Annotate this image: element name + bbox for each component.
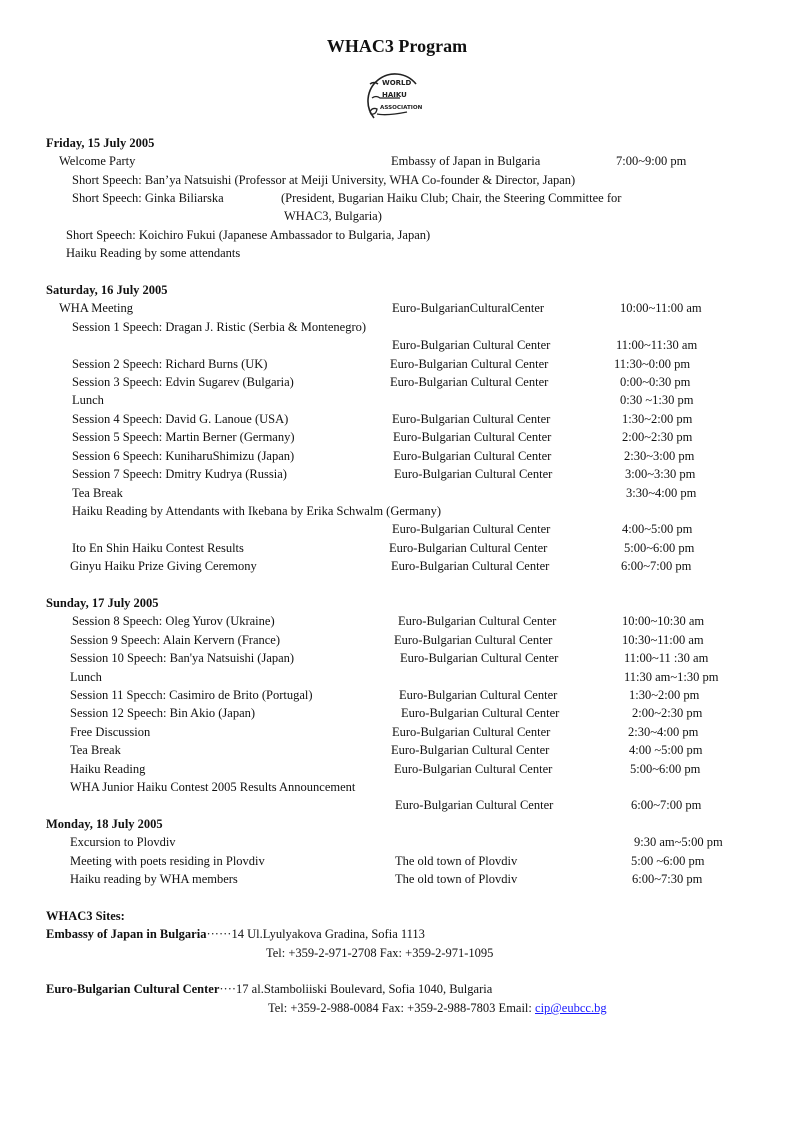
event-label: Session 10 Speech: Ban'ya Natsuishi (Japan) bbox=[70, 651, 295, 665]
event-place: Euro-Bulgarian Cultural Center bbox=[393, 449, 552, 463]
page-title: WHAC3 Program bbox=[326, 36, 468, 56]
event-label: WHA Meeting bbox=[59, 301, 133, 315]
site-name: Euro-Bulgarian Cultural Center bbox=[46, 982, 220, 996]
event-label: Ginyu Haiku Prize Giving Ceremony bbox=[70, 559, 257, 573]
event-time: 3:00~3:30 pm bbox=[625, 467, 696, 481]
day-heading-monday: Monday, 18 July 2005 bbox=[46, 817, 163, 831]
event-label: Haiku Reading by some attendants bbox=[66, 246, 241, 260]
event-place: Euro-Bulgarian Cultural Center bbox=[394, 633, 553, 647]
event-time: 2:00~2:30 pm bbox=[622, 430, 693, 444]
event-label: Session 3 Speech: Edvin Sugarev (Bulgaria) bbox=[72, 375, 294, 389]
event-label: Session 12 Speech: Bin Akio (Japan) bbox=[70, 706, 256, 720]
event-place: The old town of Plovdiv bbox=[395, 854, 518, 868]
event-label: Session 11 Specch: Casimiro de Brito (Portugal) bbox=[70, 688, 313, 702]
event-place: Euro-Bulgarian Cultural Center bbox=[391, 559, 550, 573]
site-center bbox=[46, 982, 492, 997]
event-label: Tea Break bbox=[70, 743, 121, 757]
event-place: Euro-Bulgarian Cultural Center bbox=[390, 357, 549, 371]
event-label: Session 8 Speech: Oleg Yurov (Ukraine) bbox=[72, 614, 275, 628]
site-name: Embassy of Japan in Bulgaria bbox=[46, 927, 207, 941]
event-place: Euro-Bulgarian Cultural Center bbox=[392, 338, 551, 352]
leader-dots: ···· bbox=[219, 982, 237, 996]
event-label: Session 6 Speech: KuniharuShimizu (Japan) bbox=[72, 449, 295, 463]
day-heading-friday: Friday, 15 July 2005 bbox=[46, 136, 155, 150]
day-heading-saturday: Saturday, 16 July 2005 bbox=[46, 283, 168, 297]
event-label: Session 4 Speech: David G. Lanoue (USA) bbox=[72, 412, 289, 426]
event-place: Euro-Bulgarian Cultural Center bbox=[401, 706, 560, 720]
event-place: Euro-Bulgarian Cultural Center bbox=[393, 430, 552, 444]
event-time: 6:00~7:00 pm bbox=[631, 798, 702, 812]
event-label: Free Discussion bbox=[70, 725, 151, 739]
event-time: 6:00~7:00 pm bbox=[621, 559, 692, 573]
event-label: Excursion to Plovdiv bbox=[70, 835, 176, 849]
event-label: Session 7 Speech: Dmitry Kudrya (Russia) bbox=[72, 467, 287, 481]
site-contact: Tel: +359-2-971-2708 Fax: +359-2-971-1095 bbox=[266, 946, 494, 960]
event-label: Haiku Reading bbox=[70, 762, 146, 776]
svg-text:ASSOCIATION: ASSOCIATION bbox=[380, 105, 423, 111]
event-label: Ito En Shin Haiku Contest Results bbox=[72, 541, 244, 555]
event-label: Session 9 Speech: Alain Kervern (France) bbox=[70, 633, 281, 647]
world-haiku-association-logo-icon bbox=[360, 68, 424, 126]
event-label: Session 5 Speech: Martin Berner (Germany) bbox=[72, 430, 295, 444]
event-place: Euro-Bulgarian Cultural Center bbox=[395, 798, 554, 812]
event-time: 1:30~2:00 pm bbox=[629, 688, 700, 702]
event-time: 10:00~11:00 am bbox=[620, 301, 702, 315]
sites-heading: WHAC3 Sites: bbox=[46, 909, 125, 923]
event-place: Euro-Bulgarian Cultural Center bbox=[389, 541, 548, 555]
event-time: 7:00~9:00 pm bbox=[616, 154, 687, 168]
event-detail: WHAC3, Bulgaria) bbox=[284, 209, 382, 223]
event-time: 5:00~6:00 pm bbox=[630, 762, 701, 776]
event-label: Session 2 Speech: Richard Burns (UK) bbox=[72, 357, 268, 371]
event-time: 2:30~4:00 pm bbox=[628, 725, 699, 739]
event-time: 11:00~11:30 am bbox=[616, 338, 698, 352]
event-time: 1:30~2:00 pm bbox=[622, 412, 693, 426]
event-time: 11:30~0:00 pm bbox=[614, 357, 691, 371]
day-heading-sunday: Sunday, 17 July 2005 bbox=[46, 596, 159, 610]
event-place: Euro-Bulgarian Cultural Center bbox=[392, 412, 551, 426]
event-time: 2:30~3:00 pm bbox=[624, 449, 695, 463]
event-place: Euro-Bulgarian Cultural Center bbox=[398, 614, 557, 628]
site-address: 17 al.Stamboliiski Boulevard, Sofia 1040, Bulgaria bbox=[236, 982, 493, 996]
event-place: Euro-Bulgarian Cultural Center bbox=[394, 762, 553, 776]
event-time: 4:00 ~5:00 pm bbox=[629, 743, 703, 757]
event-time: 0:30 ~1:30 pm bbox=[620, 393, 694, 407]
event-time: 0:00~0:30 pm bbox=[620, 375, 691, 389]
event-place: The old town of Plovdiv bbox=[395, 872, 518, 886]
event-place: Euro-Bulgarian Cultural Center bbox=[391, 743, 550, 757]
event-time: 5:00~6:00 pm bbox=[624, 541, 695, 555]
event-place: Euro-Bulgarian Cultural Center bbox=[400, 651, 559, 665]
event-place: Euro-Bulgarian Cultural Center bbox=[392, 522, 551, 536]
site-embassy bbox=[46, 927, 425, 942]
event-label: Short Speech: Ban’ya Natsuishi (Professor at Meiji University, WHA Co-founder & Director, Japan) bbox=[72, 173, 576, 187]
event-time: 5:00 ~6:00 pm bbox=[631, 854, 705, 868]
event-place: Euro-BulgarianCulturalCenter bbox=[392, 301, 545, 315]
event-place: Embassy of Japan in Bulgaria bbox=[391, 154, 541, 168]
event-time: 11:00~11 :30 am bbox=[624, 651, 709, 665]
event-time: 6:00~7:30 pm bbox=[632, 872, 703, 886]
site-contact bbox=[268, 1001, 607, 1016]
email-link[interactable]: cip@eubcc.bg bbox=[535, 1001, 607, 1015]
event-label: Haiku reading by WHA members bbox=[70, 872, 238, 886]
event-label: Haiku Reading by Attendants with Ikebana by Erika Schwalm (Germany) bbox=[72, 504, 442, 518]
event-label: Session 1 Speech: Dragan J. Ristic (Serbia & Montenegro) bbox=[72, 320, 367, 334]
event-label: Short Speech: Koichiro Fukui (Japanese Ambassador to Bulgaria, Japan) bbox=[66, 228, 431, 242]
event-place: Euro-Bulgarian Cultural Center bbox=[392, 725, 551, 739]
event-time: 4:00~5:00 pm bbox=[622, 522, 693, 536]
event-label: Tea Break bbox=[72, 486, 123, 500]
contact-text: Tel: +359-2-988-0084 Fax: +359-2-988-7803 Email: bbox=[268, 1001, 536, 1015]
event-time: 10:00~10:30 am bbox=[622, 614, 705, 628]
site-address: 14 Ul.Lyulyakova Gradina, Sofia 1113 bbox=[231, 927, 425, 941]
event-time: 11:30 am~1:30 pm bbox=[624, 670, 719, 684]
event-label: Lunch bbox=[72, 393, 104, 407]
event-time: 3:30~4:00 pm bbox=[626, 486, 697, 500]
event-label: WHA Junior Haiku Contest 2005 Results Announcement bbox=[70, 780, 356, 794]
svg-text:WORLD: WORLD bbox=[382, 79, 412, 87]
event-place: Euro-Bulgarian Cultural Center bbox=[399, 688, 558, 702]
svg-text:HAIKU: HAIKU bbox=[382, 91, 407, 99]
event-time: 2:00~2:30 pm bbox=[632, 706, 703, 720]
event-time: 9:30 am~5:00 pm bbox=[634, 835, 723, 849]
event-detail: (President, Bugarian Haiku Club; Chair, the Steering Committee for bbox=[281, 191, 622, 205]
event-label: Welcome Party bbox=[59, 154, 136, 168]
event-label: Short Speech: Ginka Biliarska bbox=[72, 191, 224, 205]
event-time: 10:30~11:00 am bbox=[622, 633, 704, 647]
event-place: Euro-Bulgarian Cultural Center bbox=[390, 375, 549, 389]
leader-dots: ······ bbox=[206, 927, 232, 941]
event-label: Lunch bbox=[70, 670, 102, 684]
event-label: Meeting with poets residing in Plovdiv bbox=[70, 854, 265, 868]
event-place: Euro-Bulgarian Cultural Center bbox=[394, 467, 553, 481]
